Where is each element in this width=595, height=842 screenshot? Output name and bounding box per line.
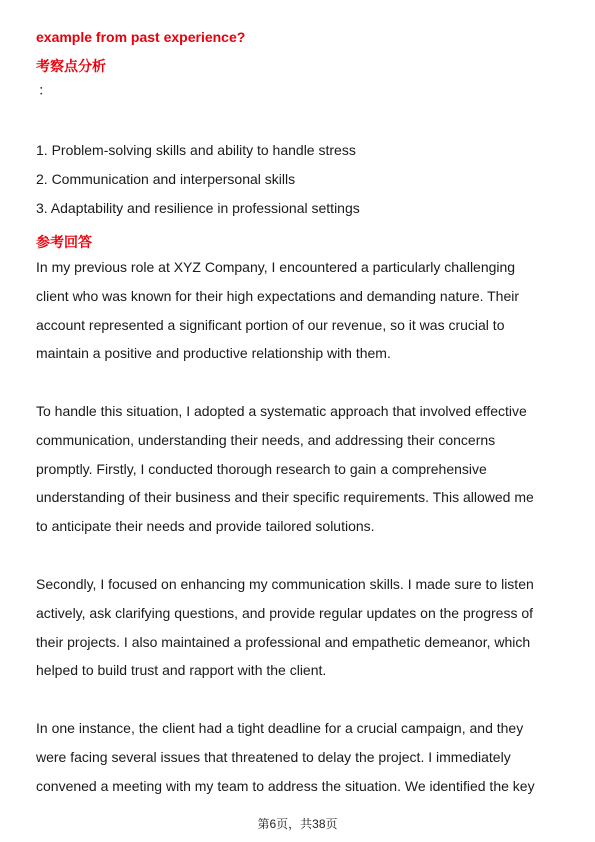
analysis-colon: ： xyxy=(38,82,52,98)
paragraph-line: In one instance, the client had a tight deadline for a crucial campaign, and they xyxy=(36,720,524,736)
paragraph-line: account represented a significant portion of our revenue, so it was crucial to xyxy=(36,316,505,333)
paragraph-line: client who was known for their high expectations and demanding nature. Their xyxy=(36,287,520,304)
paragraph-line: were facing several issues that threatened to delay the project. I immediately xyxy=(36,748,511,765)
question-tail-heading: example from past experience? xyxy=(36,29,246,45)
answer-paragraph-3 xyxy=(36,570,566,685)
paragraph-line: To handle this situation, I adopted a systematic approach that involved effective xyxy=(36,403,527,419)
analysis-point-1: 1. Problem-solving skills and ability to handle stress xyxy=(36,142,356,158)
analysis-point-2: 2. Communication and interpersonal skills xyxy=(36,171,296,187)
paragraph-line: In my previous role at XYZ Company, I encountered a particularly challenging xyxy=(36,259,516,275)
paragraph-line: understanding of their business and their specific requirements. This allowed me xyxy=(36,489,534,506)
page-number-footer: 第6页，共38页 xyxy=(257,817,338,831)
paragraph-line: communication, understanding their needs, and addressing their concerns xyxy=(36,431,496,448)
analysis-heading: 考察点分析 xyxy=(36,58,106,74)
analysis-point-3: 3. Adaptability and resilience in professional settings xyxy=(36,200,360,216)
answer-paragraph-2 xyxy=(36,397,566,541)
answer-paragraph-1 xyxy=(36,253,566,368)
paragraph-line: promptly. Firstly, I conducted thorough research to gain a comprehensive xyxy=(36,460,487,477)
paragraph-line: maintain a positive and productive relationship with them. xyxy=(36,345,391,362)
paragraph-line: actively, ask clarifying questions, and provide regular updates on the progress of xyxy=(36,604,534,621)
paragraph-line: to anticipate their needs and provide tailored solutions. xyxy=(36,518,375,535)
answer-paragraph-4 xyxy=(36,714,566,800)
answer-heading: 参考回答 xyxy=(36,234,92,250)
paragraph-line: Secondly, I focused on enhancing my communication skills. I made sure to listen xyxy=(36,576,534,592)
paragraph-line: their projects. I also maintained a professional and empathetic demeanor, which xyxy=(36,633,531,650)
paragraph-line: convened a meeting with my team to address the situation. We identified the key xyxy=(36,777,535,794)
paragraph-line: helped to build trust and rapport with the client. xyxy=(36,662,327,679)
